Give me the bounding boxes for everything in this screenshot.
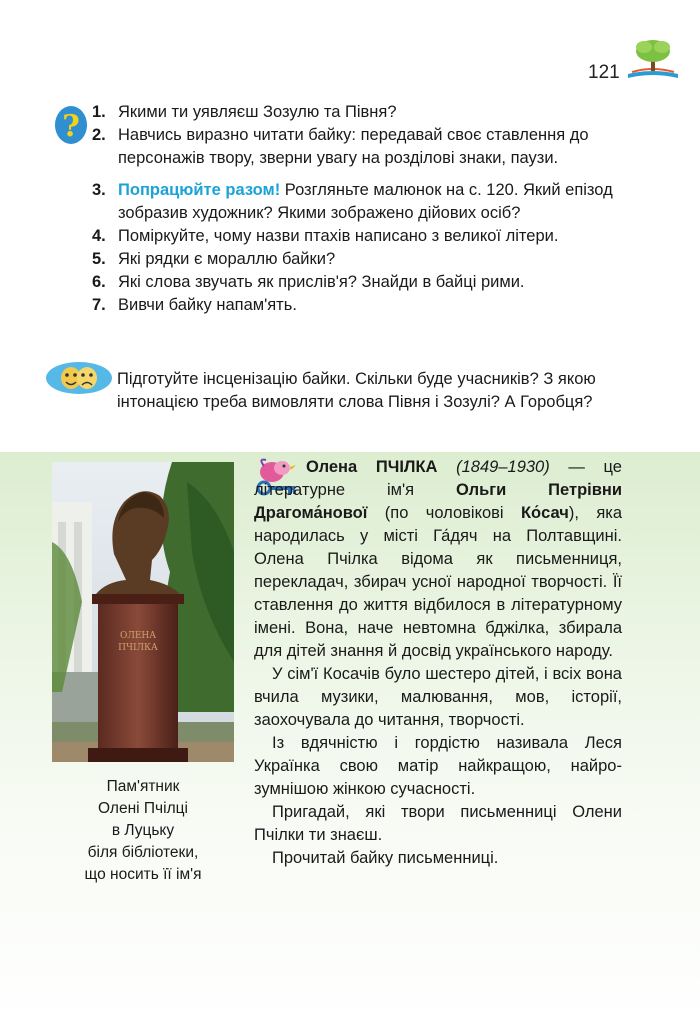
question-item: 7. Вивчи байку напам'ять.: [92, 296, 297, 314]
biography-text: [254, 456, 622, 870]
bio-paragraph: Із вдячністю і гордістю називала Леся Українка свою матір найкращою, найрозумнішою жінкою сучасності.: [254, 734, 622, 798]
question-item: 3. Попрацюйте разом! Розгляньте малюнок на с. 120. Який епізод зобразив художник? Якими зображено дійових осіб?: [92, 181, 613, 222]
question-item: 5. Які рядки є мораллю байки?: [92, 250, 336, 268]
question-icon: [54, 104, 88, 146]
theater-masks-icon: [44, 360, 114, 396]
dramatization-task: Підготуйте інсценізацію байки. Скільки буде учасників? З якою інтонацією треба вимовляти слова Півня і Зозулі? А Горобця?: [117, 370, 596, 411]
real-name: Ольги Петрівни Драгома́нової: [254, 481, 622, 522]
svg-text:?: ?: [62, 109, 80, 144]
question-item: 2. Навчись виразно читати байку: передавай своє ставлення до персонажів твору, зверни увагу на розділові знаки, паузи.: [92, 126, 589, 167]
photo-caption: Пам'ятник Олені Пчілці в Луцьку біля бібліотеки, що носить її ім'я: [84, 778, 202, 883]
bio-paragraph: Олена ПЧІЛКА (1849–1930) — це літературне ім'я Ольги Петрівни Драгома́нової (по чоловікові Ко́сач), яка народилась у місті Га́дяч на Полтавщині. Олена Пчілка відома як письменниця, перекладач, збирач усної народної творчості. Її ставлення до життя відбилося в літературному імені. Вона, наче невтомна бджілка, збирала для дітей знання й досвід українського народу.: [254, 458, 623, 660]
page-number: 121: [588, 62, 620, 83]
question-item: 6. Які слова звучать як прислів'я? Знайди в байці рими.: [92, 273, 525, 291]
bio-paragraph: Прочитай байку письменниці.: [272, 849, 499, 867]
tree-book-icon: [624, 38, 682, 80]
questions-list: [92, 101, 632, 317]
question-item: 1. Якими ти уявляєш Зозулю та Півня?: [92, 103, 397, 121]
bio-paragraph: У сім'ї Косачів було шестеро дітей, і всіх вона вчила музики, малювання, мов, історії, заохочувала до читання, творчості.: [254, 665, 622, 729]
plaque-text: ОЛЕНА: [119, 631, 157, 641]
work-together-label: Попрацюйте разом!: [118, 181, 281, 199]
plaque-text: ПЧІЛКА: [118, 643, 158, 653]
author-years: (1849–1930): [456, 458, 550, 476]
author-name: Олена ПЧІЛКА: [306, 458, 438, 476]
bio-paragraph: Пригадай, які твори письменниці Олени Пчілки ти знаєш.: [254, 803, 622, 844]
monument-photo: [52, 462, 234, 762]
question-item: 4. Поміркуйте, чому назви птахів написано з великої літери.: [92, 227, 559, 245]
